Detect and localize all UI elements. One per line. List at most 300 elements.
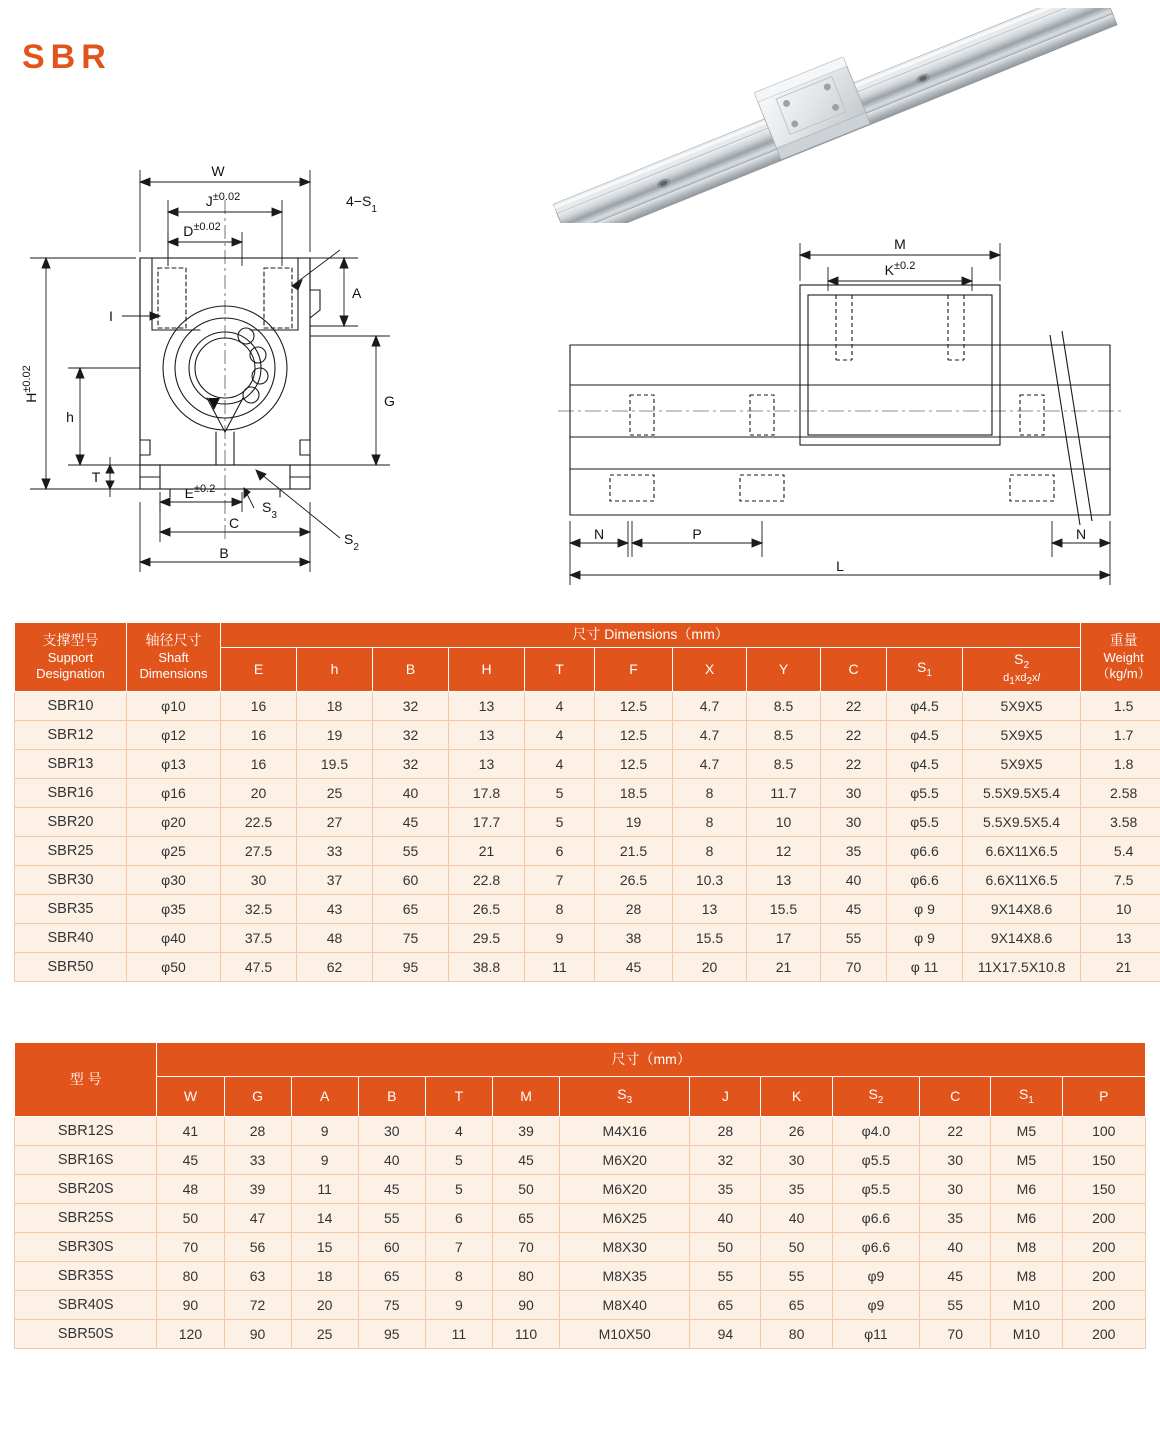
cell-M: 65	[493, 1204, 560, 1233]
cell-W: 90	[157, 1291, 224, 1320]
cell-G: 39	[224, 1175, 291, 1204]
cell-C: 55	[821, 924, 887, 953]
cell-W: 80	[157, 1262, 224, 1291]
dim-label-N-left: N	[593, 526, 605, 542]
cell-B: 95	[358, 1320, 425, 1349]
dim-label-T: T	[91, 469, 101, 485]
cell-A: 9	[291, 1146, 358, 1175]
cell-B: 32	[373, 750, 449, 779]
th-E: E	[221, 647, 297, 692]
cell-M: 90	[493, 1291, 560, 1320]
cell-P: 100	[1062, 1117, 1146, 1146]
cell-Y: 8.5	[747, 750, 821, 779]
cell-S3: M8X30	[560, 1233, 690, 1262]
cell-S2: φ6.6	[832, 1204, 919, 1233]
cell-Y: 17	[747, 924, 821, 953]
cell-J: 55	[690, 1262, 761, 1291]
cell-B: 40	[373, 779, 449, 808]
cell-K: 80	[761, 1320, 832, 1349]
cell-model: SBR40S	[15, 1291, 157, 1320]
cell-S3: M4X16	[560, 1117, 690, 1146]
cell-X: 8	[673, 779, 747, 808]
cell-shaft: φ30	[127, 866, 221, 895]
cell-B: 75	[358, 1291, 425, 1320]
cell-P: 200	[1062, 1320, 1146, 1349]
cell-shaft: φ13	[127, 750, 221, 779]
cell-T: 11	[525, 953, 595, 982]
cell-T: 8	[425, 1262, 492, 1291]
dim-label-I: I	[109, 308, 113, 324]
page-title: SBR	[22, 38, 112, 76]
cell-T: 5	[425, 1146, 492, 1175]
dim-label-D: $D^{\pm 0.02}$	[183, 221, 221, 239]
th2-C: C	[920, 1077, 991, 1117]
table-row	[15, 924, 1160, 953]
cell-X: 4.7	[673, 750, 747, 779]
cell-S2: 6.6X11X6.5	[963, 837, 1081, 866]
th-dimensions-group-2: 尺寸（mm）	[157, 1043, 1146, 1077]
cell-T: 4	[525, 750, 595, 779]
cell-H: 13	[449, 750, 525, 779]
cell-C: 30	[821, 808, 887, 837]
cell-E: 16	[221, 721, 297, 750]
cell-W: 41	[157, 1117, 224, 1146]
cell-S1: φ6.6	[887, 837, 963, 866]
cell-h: 19.5	[297, 750, 373, 779]
cell-model: SBR12	[15, 721, 127, 750]
cell-S1: M5	[991, 1146, 1062, 1175]
th-shaft-dimensions: 轴径尺寸 Shaft Dimensions	[127, 623, 221, 692]
cell-model: SBR25S	[15, 1204, 157, 1233]
cell-X: 10.3	[673, 866, 747, 895]
cell-E: 16	[221, 750, 297, 779]
cell-E: 30	[221, 866, 297, 895]
cell-B: 65	[373, 895, 449, 924]
dim-label-G: G	[384, 393, 395, 409]
cell-h: 37	[297, 866, 373, 895]
dim-label-h: h	[66, 409, 74, 425]
cell-weight: 21	[1081, 953, 1160, 982]
cell-T: 7	[425, 1233, 492, 1262]
cell-model: SBR30S	[15, 1233, 157, 1262]
cell-B: 75	[373, 924, 449, 953]
cell-C: 22	[821, 721, 887, 750]
cell-T: 8	[525, 895, 595, 924]
dim-label-J: $J^{\pm 0.02}$	[205, 191, 241, 209]
cell-shaft: φ25	[127, 837, 221, 866]
cell-B: 32	[373, 721, 449, 750]
cell-J: 65	[690, 1291, 761, 1320]
th-model: 型 号	[15, 1043, 157, 1117]
dim-label-4S1: $4-S_1$	[346, 193, 377, 215]
cell-h: 62	[297, 953, 373, 982]
th-F: F	[595, 647, 673, 692]
cell-W: 120	[157, 1320, 224, 1349]
cell-W: 48	[157, 1175, 224, 1204]
cell-weight: 3.58	[1081, 808, 1160, 837]
cell-F: 38	[595, 924, 673, 953]
cell-S1: φ4.5	[887, 750, 963, 779]
cell-S2: 6.6X11X6.5	[963, 866, 1081, 895]
cell-E: 27.5	[221, 837, 297, 866]
cell-S2: φ5.5	[832, 1175, 919, 1204]
cell-G: 28	[224, 1117, 291, 1146]
cell-shaft: φ40	[127, 924, 221, 953]
cell-weight: 5.4	[1081, 837, 1160, 866]
cell-E: 47.5	[221, 953, 297, 982]
cell-M: 50	[493, 1175, 560, 1204]
cell-Y: 10	[747, 808, 821, 837]
cell-shaft: φ16	[127, 779, 221, 808]
cell-S3: M6X20	[560, 1175, 690, 1204]
cell-weight: 7.5	[1081, 866, 1160, 895]
cell-h: 18	[297, 692, 373, 721]
cell-T: 9	[425, 1291, 492, 1320]
cell-S2: 9X14X8.6	[963, 924, 1081, 953]
cell-S2: 5.5X9.5X5.4	[963, 808, 1081, 837]
cell-S1: φ 11	[887, 953, 963, 982]
cell-model: SBR20	[15, 808, 127, 837]
th-Y: Y	[747, 647, 821, 692]
cell-J: 28	[690, 1117, 761, 1146]
cell-S2: φ11	[832, 1320, 919, 1349]
cell-P: 150	[1062, 1146, 1146, 1175]
cell-shaft: φ20	[127, 808, 221, 837]
cell-B: 60	[373, 866, 449, 895]
th2-K: K	[761, 1077, 832, 1117]
cell-H: 29.5	[449, 924, 525, 953]
cell-S2: 5X9X5	[963, 692, 1081, 721]
dim-label-B: B	[219, 545, 229, 561]
cell-S2: φ9	[832, 1291, 919, 1320]
cell-C: 30	[821, 779, 887, 808]
cell-G: 33	[224, 1146, 291, 1175]
cell-T: 11	[425, 1320, 492, 1349]
cell-C: 40	[920, 1233, 991, 1262]
cell-S2: 5X9X5	[963, 721, 1081, 750]
table-row	[15, 1117, 1146, 1146]
th2-T: T	[425, 1077, 492, 1117]
cell-C: 35	[920, 1204, 991, 1233]
cell-K: 30	[761, 1146, 832, 1175]
cell-model: SBR13	[15, 750, 127, 779]
dim-label-M: M	[894, 236, 906, 252]
th-X: X	[673, 647, 747, 692]
table-row	[15, 1175, 1146, 1204]
cell-Y: 21	[747, 953, 821, 982]
cell-C: 45	[920, 1262, 991, 1291]
cell-A: 15	[291, 1233, 358, 1262]
cell-shaft: φ35	[127, 895, 221, 924]
dim-label-P: P	[692, 526, 702, 542]
cell-model: SBR16S	[15, 1146, 157, 1175]
cell-T: 4	[525, 692, 595, 721]
table2-header-row-2	[15, 1077, 1146, 1117]
cell-model: SBR50	[15, 953, 127, 982]
cell-T: 9	[525, 924, 595, 953]
cell-weight: 1.5	[1081, 692, 1160, 721]
cell-S3: M8X40	[560, 1291, 690, 1320]
cell-C: 70	[920, 1320, 991, 1349]
cell-S2: φ5.5	[832, 1146, 919, 1175]
cell-X: 13	[673, 895, 747, 924]
cell-model: SBR10	[15, 692, 127, 721]
dim-label-A: A	[352, 285, 362, 301]
cell-T: 5	[525, 779, 595, 808]
cell-C: 30	[920, 1175, 991, 1204]
cell-h: 33	[297, 837, 373, 866]
cell-S1: φ5.5	[887, 779, 963, 808]
cell-K: 65	[761, 1291, 832, 1320]
cell-S3: M10X50	[560, 1320, 690, 1349]
cell-M: 110	[493, 1320, 560, 1349]
cell-C: 22	[920, 1117, 991, 1146]
th-S2: $S_2$ d1xd2xl	[963, 647, 1081, 692]
cell-B: 65	[358, 1262, 425, 1291]
dimensions-table-2	[14, 1042, 1146, 1349]
table-row	[15, 866, 1160, 895]
cell-T: 5	[425, 1175, 492, 1204]
cell-H: 21	[449, 837, 525, 866]
dim-label-H: $H^{\pm 0.02}$	[21, 365, 39, 403]
th2-W: W	[157, 1077, 224, 1117]
cell-h: 48	[297, 924, 373, 953]
cell-H: 22.8	[449, 866, 525, 895]
cell-shaft: φ12	[127, 721, 221, 750]
cell-E: 22.5	[221, 808, 297, 837]
cell-B: 95	[373, 953, 449, 982]
cell-S1: φ6.6	[887, 866, 963, 895]
cell-B: 60	[358, 1233, 425, 1262]
cell-A: 20	[291, 1291, 358, 1320]
cell-B: 40	[358, 1146, 425, 1175]
cell-B: 55	[373, 837, 449, 866]
th-T: T	[525, 647, 595, 692]
cell-weight: 10	[1081, 895, 1160, 924]
cell-Y: 11.7	[747, 779, 821, 808]
cell-F: 45	[595, 953, 673, 982]
cell-model: SBR25	[15, 837, 127, 866]
table2-body	[15, 1117, 1146, 1349]
table-row	[15, 953, 1160, 982]
th2-S2: $S_2$	[832, 1077, 919, 1117]
cell-C: 45	[821, 895, 887, 924]
table-row	[15, 692, 1160, 721]
cell-B: 32	[373, 692, 449, 721]
cell-weight: 13	[1081, 924, 1160, 953]
cell-B: 30	[358, 1117, 425, 1146]
table-row	[15, 837, 1160, 866]
cell-H: 13	[449, 692, 525, 721]
cell-P: 200	[1062, 1291, 1146, 1320]
th-B: B	[373, 647, 449, 692]
product-photo	[500, 8, 1160, 223]
dimensions-table-1	[14, 622, 1160, 982]
cell-E: 37.5	[221, 924, 297, 953]
cell-J: 40	[690, 1204, 761, 1233]
cell-X: 8	[673, 837, 747, 866]
th2-S3: $S_3$	[560, 1077, 690, 1117]
cell-K: 40	[761, 1204, 832, 1233]
cell-X: 20	[673, 953, 747, 982]
cell-P: 200	[1062, 1262, 1146, 1291]
cell-A: 18	[291, 1262, 358, 1291]
cell-S2: 5.5X9.5X5.4	[963, 779, 1081, 808]
cell-G: 47	[224, 1204, 291, 1233]
table-row	[15, 1291, 1146, 1320]
table-row	[15, 1320, 1146, 1349]
table-row	[15, 808, 1160, 837]
cell-F: 12.5	[595, 750, 673, 779]
cell-X: 4.7	[673, 721, 747, 750]
front-view-drawing	[10, 140, 480, 600]
cell-T: 6	[425, 1204, 492, 1233]
cell-X: 15.5	[673, 924, 747, 953]
cell-J: 35	[690, 1175, 761, 1204]
th2-G: G	[224, 1077, 291, 1117]
dim-label-W: W	[211, 163, 225, 179]
cell-C: 55	[920, 1291, 991, 1320]
table-row	[15, 1204, 1146, 1233]
cell-weight: 1.8	[1081, 750, 1160, 779]
cell-model: SBR50S	[15, 1320, 157, 1349]
th-support-designation: 支撑型号 Support Designation	[15, 623, 127, 692]
cell-B: 45	[373, 808, 449, 837]
cell-model: SBR40	[15, 924, 127, 953]
table2-header-row-1	[15, 1043, 1146, 1077]
cell-T: 4	[425, 1117, 492, 1146]
cell-G: 90	[224, 1320, 291, 1349]
th-S1: $S_1$	[887, 647, 963, 692]
cell-S3: M6X25	[560, 1204, 690, 1233]
cell-S2: φ4.0	[832, 1117, 919, 1146]
cell-model: SBR35S	[15, 1262, 157, 1291]
cell-K: 50	[761, 1233, 832, 1262]
cell-K: 26	[761, 1117, 832, 1146]
cell-weight: 1.7	[1081, 721, 1160, 750]
cell-E: 16	[221, 692, 297, 721]
cell-X: 8	[673, 808, 747, 837]
cell-G: 63	[224, 1262, 291, 1291]
cell-T: 7	[525, 866, 595, 895]
th2-B: B	[358, 1077, 425, 1117]
cell-Y: 8.5	[747, 721, 821, 750]
table-row	[15, 895, 1160, 924]
table1-body	[15, 692, 1160, 982]
th-weight: 重量 Weight （kg/m）	[1081, 623, 1160, 692]
cell-B: 55	[358, 1204, 425, 1233]
cell-S1: φ4.5	[887, 721, 963, 750]
cell-F: 28	[595, 895, 673, 924]
cell-F: 18.5	[595, 779, 673, 808]
cell-model: SBR12S	[15, 1117, 157, 1146]
th2-S1: $S_1$	[991, 1077, 1062, 1117]
cell-H: 26.5	[449, 895, 525, 924]
cell-S1: M10	[991, 1291, 1062, 1320]
cell-H: 38.8	[449, 953, 525, 982]
cell-S1: φ 9	[887, 924, 963, 953]
cell-H: 17.8	[449, 779, 525, 808]
cell-F: 12.5	[595, 692, 673, 721]
cell-X: 4.7	[673, 692, 747, 721]
cell-h: 25	[297, 779, 373, 808]
cell-S1: M6	[991, 1204, 1062, 1233]
cell-F: 19	[595, 808, 673, 837]
cell-W: 50	[157, 1204, 224, 1233]
cell-J: 32	[690, 1146, 761, 1175]
cell-S2: φ9	[832, 1262, 919, 1291]
cell-S1: M8	[991, 1233, 1062, 1262]
cell-J: 50	[690, 1233, 761, 1262]
cell-S2: 5X9X5	[963, 750, 1081, 779]
cell-B: 45	[358, 1175, 425, 1204]
cell-S1: M8	[991, 1262, 1062, 1291]
th-dimensions-group: 尺寸 Dimensions（mm）	[221, 623, 1081, 648]
cell-S2: φ6.6	[832, 1233, 919, 1262]
dim-label-N-right: N	[1075, 526, 1087, 542]
cell-Y: 13	[747, 866, 821, 895]
cell-F: 12.5	[595, 721, 673, 750]
table-row	[15, 1146, 1146, 1175]
cell-h: 27	[297, 808, 373, 837]
cell-C: 22	[821, 750, 887, 779]
cell-T: 5	[525, 808, 595, 837]
cell-weight: 2.58	[1081, 779, 1160, 808]
th-H: H	[449, 647, 525, 692]
cell-A: 9	[291, 1117, 358, 1146]
cell-S3: M8X35	[560, 1262, 690, 1291]
cell-F: 26.5	[595, 866, 673, 895]
cell-G: 72	[224, 1291, 291, 1320]
cell-P: 200	[1062, 1233, 1146, 1262]
cell-S2: 11X17.5X10.8	[963, 953, 1081, 982]
cell-Y: 8.5	[747, 692, 821, 721]
cell-T: 6	[525, 837, 595, 866]
cell-S2: 9X14X8.6	[963, 895, 1081, 924]
cell-J: 94	[690, 1320, 761, 1349]
cell-P: 200	[1062, 1204, 1146, 1233]
cell-F: 21.5	[595, 837, 673, 866]
dim-label-S2: $S_2$	[344, 531, 359, 553]
dim-label-K: $K^{\pm 0.2}$	[884, 260, 916, 278]
table1-header-row-1	[15, 623, 1160, 648]
cell-C: 30	[920, 1146, 991, 1175]
table-row	[15, 779, 1160, 808]
cell-S1: φ5.5	[887, 808, 963, 837]
cell-model: SBR20S	[15, 1175, 157, 1204]
cell-M: 39	[493, 1117, 560, 1146]
cell-G: 56	[224, 1233, 291, 1262]
cell-W: 45	[157, 1146, 224, 1175]
cell-h: 19	[297, 721, 373, 750]
cell-C: 22	[821, 692, 887, 721]
cell-K: 35	[761, 1175, 832, 1204]
cell-Y: 15.5	[747, 895, 821, 924]
cell-K: 55	[761, 1262, 832, 1291]
cell-S3: M6X20	[560, 1146, 690, 1175]
th-C: C	[821, 647, 887, 692]
table-row	[15, 1233, 1146, 1262]
th2-P: P	[1062, 1077, 1146, 1117]
cell-H: 13	[449, 721, 525, 750]
cell-P: 150	[1062, 1175, 1146, 1204]
table-row	[15, 1262, 1146, 1291]
dimensions-table-2-wrap	[14, 1042, 1146, 1349]
dim-label-E: $E^{\pm 0.2}$	[184, 483, 216, 501]
cell-C: 70	[821, 953, 887, 982]
side-view-drawing	[550, 225, 1150, 595]
table-row	[15, 721, 1160, 750]
